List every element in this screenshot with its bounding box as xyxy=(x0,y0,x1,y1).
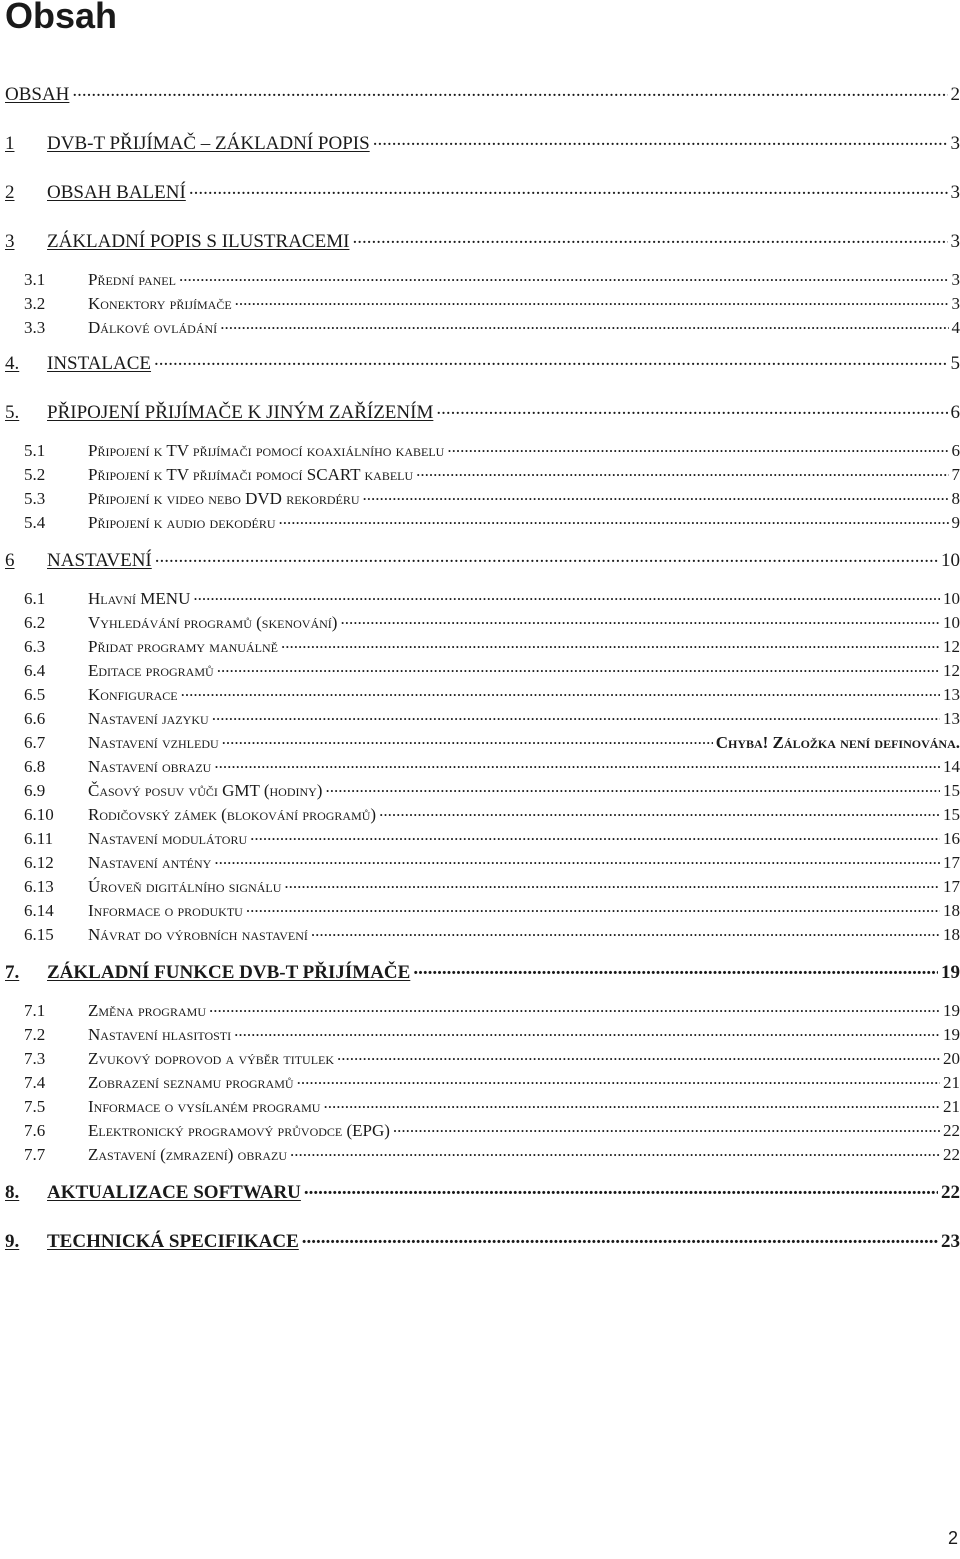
toc-entry-number: 6.4 xyxy=(24,661,46,680)
toc-dot-leader xyxy=(325,779,940,803)
toc-dot-leader xyxy=(340,611,940,635)
toc-dot-leader xyxy=(311,923,940,947)
toc-entry-page: 6 xyxy=(951,441,960,460)
toc-entry[interactable] xyxy=(24,803,960,827)
toc-entry-page: 2 xyxy=(950,84,960,105)
toc-entry-page: 3 xyxy=(950,231,960,252)
toc-entry[interactable] xyxy=(24,268,960,292)
toc-dot-leader xyxy=(279,511,949,535)
toc-entry-number: 5.3 xyxy=(24,489,46,508)
toc-entry-number: 6.15 xyxy=(24,925,54,944)
page-number: 2 xyxy=(947,1528,958,1548)
toc-dot-leader xyxy=(222,731,713,755)
toc-entry-page: 22 xyxy=(941,1182,960,1203)
toc-entry-page: Chyba! Záložka není definována. xyxy=(715,733,960,752)
toc-dot-leader xyxy=(193,587,940,611)
toc-entry[interactable] xyxy=(24,1047,960,1071)
toc-entry-page: 22 xyxy=(943,1145,960,1164)
toc-dot-leader xyxy=(189,181,948,205)
toc-entry-number: 1 xyxy=(5,133,15,154)
toc-entry[interactable] xyxy=(5,549,960,573)
toc-entry[interactable] xyxy=(24,899,960,923)
toc-entry-page: 16 xyxy=(943,829,960,848)
toc-entry-number: 6.14 xyxy=(24,901,54,920)
toc-entry-page: 13 xyxy=(943,685,960,704)
toc-dot-leader xyxy=(284,875,940,899)
toc-entry[interactable] xyxy=(24,779,960,803)
toc-dot-leader xyxy=(393,1119,940,1143)
toc-entry[interactable] xyxy=(24,511,960,535)
toc-entry-title: Změna programu xyxy=(88,1001,206,1020)
toc-entry[interactable] xyxy=(24,587,960,611)
toc-entry-number: 6.10 xyxy=(24,805,54,824)
toc-entry[interactable] xyxy=(5,1181,960,1205)
toc-entry[interactable] xyxy=(24,635,960,659)
toc-entry[interactable] xyxy=(5,961,960,985)
toc-entry-number: 7.5 xyxy=(24,1097,46,1116)
toc-entry-number: 7.7 xyxy=(24,1145,46,1164)
toc-entry-title: Elektronický programový průvodce (EPG) xyxy=(88,1121,390,1140)
toc-entry[interactable] xyxy=(24,1071,960,1095)
toc-entry[interactable] xyxy=(24,683,960,707)
toc-entry-number: 7.3 xyxy=(24,1049,46,1068)
toc-entry-number: 7.2 xyxy=(24,1025,46,1044)
toc-entry-title: PŘIPOJENÍ PŘIJÍMAČE K JINÝM ZAŘÍZENÍM xyxy=(47,402,434,423)
toc-entry[interactable] xyxy=(24,487,960,511)
toc-dot-leader xyxy=(72,83,947,107)
toc-dot-leader xyxy=(373,132,948,156)
toc-entry[interactable] xyxy=(24,316,960,340)
toc-entry[interactable] xyxy=(24,707,960,731)
toc-entry-number: 2 xyxy=(5,182,15,203)
toc-entry[interactable] xyxy=(5,230,960,254)
toc-entry[interactable] xyxy=(24,439,960,463)
toc-entry[interactable] xyxy=(24,611,960,635)
toc-entry-number: 7.1 xyxy=(24,1001,46,1020)
toc-entry[interactable] xyxy=(5,401,960,425)
toc-entry-title: Rodičovský zámek (blokování programů) xyxy=(88,805,377,824)
toc-entry-page: 3 xyxy=(951,294,960,313)
toc-dot-leader xyxy=(323,1095,940,1119)
toc-entry-page: 19 xyxy=(943,1025,960,1044)
toc-entry-title: Nastavení vzhledu xyxy=(88,733,219,752)
toc-entry-number: 6.8 xyxy=(24,757,46,776)
toc-entry-title: Zastavení (zmrazení) obrazu xyxy=(88,1145,288,1164)
toc-dot-leader xyxy=(179,268,949,292)
toc-dot-leader xyxy=(154,352,947,376)
toc-entry-number: OBSAH xyxy=(5,84,70,105)
toc-entry-title: Nastavení jazyku xyxy=(88,709,209,728)
toc-entry[interactable] xyxy=(24,731,960,755)
toc-entry-page: 3 xyxy=(950,182,960,203)
toc-entry-page: 19 xyxy=(941,962,960,983)
toc-entry-title: Zobrazení seznamu programů xyxy=(88,1073,294,1092)
toc-dot-leader xyxy=(436,401,947,425)
toc-dot-leader xyxy=(416,463,948,487)
toc-dot-leader xyxy=(302,1230,938,1254)
toc-entry[interactable] xyxy=(5,83,960,107)
toc-entry-number: 3.3 xyxy=(24,318,46,337)
toc-entry-number: 6 xyxy=(5,550,15,571)
toc-dot-leader xyxy=(181,683,940,707)
toc-entry-number: 6.9 xyxy=(24,781,46,800)
toc-entry-title: NASTAVENÍ xyxy=(47,550,152,571)
toc-dot-leader xyxy=(352,230,947,254)
toc-entry-page: 10 xyxy=(941,550,960,571)
toc-entry-page: 3 xyxy=(950,133,960,154)
toc-entry-page: 17 xyxy=(943,853,960,872)
toc-entry-page: 20 xyxy=(943,1049,960,1068)
toc-dot-leader xyxy=(212,707,940,731)
toc-entry-title: Dálkové ovládání xyxy=(88,318,218,337)
toc-entry-page: 22 xyxy=(943,1121,960,1140)
toc-entry-title: Nastavení hlasitosti xyxy=(88,1025,232,1044)
toc-entry-number: 6.12 xyxy=(24,853,54,872)
toc-entry[interactable] xyxy=(24,755,960,779)
toc-entry[interactable] xyxy=(5,352,960,376)
toc-entry-number: 7.6 xyxy=(24,1121,46,1140)
toc-entry-title: Editace programů xyxy=(88,661,214,680)
toc-entry-title: Úroveň digitálního signálu xyxy=(88,877,282,896)
toc-entry-title: Konfigurace xyxy=(88,685,178,704)
toc-dot-leader xyxy=(413,961,938,985)
toc-entry-number: 5.4 xyxy=(24,513,46,532)
toc-entry[interactable] xyxy=(24,923,960,947)
toc-entry-number: 9. xyxy=(5,1231,20,1252)
toc-entry[interactable] xyxy=(24,827,960,851)
toc-entry-page: 10 xyxy=(943,589,960,608)
toc-dot-leader xyxy=(246,899,940,923)
toc-entry-page: 21 xyxy=(943,1097,960,1116)
toc-entry-page: 3 xyxy=(951,270,960,289)
toc-entry-page: 23 xyxy=(941,1231,960,1252)
toc-entry-page: 18 xyxy=(943,925,960,944)
toc-entry-page: 8 xyxy=(951,489,960,508)
toc-dot-leader xyxy=(235,292,949,316)
toc-entry-page: 5 xyxy=(950,353,960,374)
toc-entry-number: 3 xyxy=(5,231,15,252)
toc-dot-leader xyxy=(379,803,940,827)
toc-dot-leader xyxy=(304,1181,938,1205)
toc-entry-title: Zvukový doprovod a výběr titulek xyxy=(88,1049,335,1068)
toc-entry[interactable] xyxy=(24,1119,960,1143)
toc-entry[interactable] xyxy=(24,875,960,899)
toc-entry-title: OBSAH BALENÍ xyxy=(47,182,186,203)
toc-entry-title: DVB-T PŘIJÍMAČ – ZÁKLADNÍ POPIS xyxy=(47,133,370,154)
toc-entry-page: 12 xyxy=(943,661,960,680)
toc-entry-title: Vyhledávání programů (skenování) xyxy=(88,613,338,632)
toc-entry-number: 5.2 xyxy=(24,465,46,484)
toc-dot-leader xyxy=(281,635,940,659)
toc-entry[interactable] xyxy=(24,1095,960,1119)
toc-entry-page: 18 xyxy=(943,901,960,920)
toc-dot-leader xyxy=(155,549,938,573)
toc-entry[interactable] xyxy=(5,1230,960,1254)
toc-entry-title: Časový posuv vůči GMT (hodiny) xyxy=(88,781,323,800)
toc-entry[interactable] xyxy=(5,132,960,156)
toc-entry-number: 6.7 xyxy=(24,733,46,752)
toc-dot-leader xyxy=(363,487,949,511)
toc-entry-number: 6.5 xyxy=(24,685,46,704)
toc-entry-page: 6 xyxy=(950,402,960,423)
toc-entry-page: 4 xyxy=(951,318,960,337)
toc-entry-number: 6.2 xyxy=(24,613,46,632)
toc-entry-title: Nastavení obrazu xyxy=(88,757,212,776)
toc-entry-number: 7.4 xyxy=(24,1073,46,1092)
toc-entry-title: Připojení k TV přijímači pomocí SCART kabelu xyxy=(88,465,414,484)
toc-entry-number: 6.1 xyxy=(24,589,46,608)
toc-entry[interactable] xyxy=(24,999,960,1023)
toc-entry-title: Konektory přijímače xyxy=(88,294,232,313)
toc-entry-number: 6.13 xyxy=(24,877,54,896)
toc-entry-title: Nastavení modulátoru xyxy=(88,829,248,848)
toc-entry-title: Přední panel xyxy=(88,270,176,289)
toc-entry-title: ZÁKLADNÍ POPIS S ILUSTRACEMI xyxy=(47,231,350,252)
toc-entry-page: 14 xyxy=(943,757,960,776)
toc-entry-number: 6.11 xyxy=(24,829,54,848)
toc-dot-leader xyxy=(214,755,940,779)
toc-entry-number: 4. xyxy=(5,353,20,374)
toc-entry[interactable] xyxy=(24,292,960,316)
toc-entry-title: Připojení k TV přijímači pomocí koaxiálního kabelu xyxy=(88,441,445,460)
toc-entry-number: 3.1 xyxy=(24,270,46,289)
toc-entry-page: 21 xyxy=(943,1073,960,1092)
toc-entry-page: 12 xyxy=(943,637,960,656)
toc-entry-title: INSTALACE xyxy=(47,353,152,374)
toc-dot-leader xyxy=(234,1023,940,1047)
toc-entry-page: 15 xyxy=(943,781,960,800)
toc-entry-page: 9 xyxy=(951,513,960,532)
toc-dot-leader xyxy=(250,827,940,851)
toc-entry[interactable] xyxy=(5,181,960,205)
toc-entry-number: 7. xyxy=(5,962,20,983)
toc-entry[interactable] xyxy=(24,659,960,683)
toc-entry[interactable] xyxy=(24,1023,960,1047)
toc-entry-page: 10 xyxy=(943,613,960,632)
toc-entry[interactable] xyxy=(24,851,960,875)
toc-entry-page: 13 xyxy=(943,709,960,728)
toc-entry-title: AKTUALIZACE SOFTWARU xyxy=(47,1182,301,1203)
toc-entry-title: Informace o vysílaném programu xyxy=(88,1097,321,1116)
toc-entry-title: ZÁKLADNÍ FUNKCE DVB-T PŘIJÍMAČE xyxy=(47,962,411,983)
toc-entry-page: 17 xyxy=(943,877,960,896)
toc-entry-title: Informace o produktu xyxy=(88,901,243,920)
toc-dot-leader xyxy=(220,316,948,340)
toc-dot-leader xyxy=(337,1047,940,1071)
toc-entry-title: Připojení k audio dekodéru xyxy=(88,513,276,532)
toc-entry-title: Přidat programy manuálně xyxy=(88,637,278,656)
toc-entry-number: 6.6 xyxy=(24,709,46,728)
toc-entry-title: Návrat do výrobních nastavení xyxy=(88,925,308,944)
toc-dot-leader xyxy=(447,439,948,463)
toc-entry-page: 7 xyxy=(951,465,960,484)
toc-dot-leader xyxy=(209,999,940,1023)
toc-dot-leader xyxy=(217,659,940,683)
toc-entry-page: 19 xyxy=(943,1001,960,1020)
toc-entry-title: Hlavní MENU xyxy=(88,589,191,608)
toc-entry-page: 15 xyxy=(943,805,960,824)
toc-dot-leader xyxy=(214,851,940,875)
toc-entry-number: 3.2 xyxy=(24,294,46,313)
toc-dot-leader xyxy=(297,1071,940,1095)
page-title: Obsah xyxy=(5,0,118,36)
toc-entry-title: TECHNICKÁ SPECIFIKACE xyxy=(47,1231,299,1252)
toc-entry[interactable] xyxy=(24,463,960,487)
toc-entry[interactable] xyxy=(24,1143,960,1167)
toc-entry-title: Nastavení antény xyxy=(88,853,212,872)
toc-entry-number: 6.3 xyxy=(24,637,46,656)
toc-entry-number: 5.1 xyxy=(24,441,46,460)
toc-entry-number: 5. xyxy=(5,402,20,423)
toc-dot-leader xyxy=(290,1143,940,1167)
toc-entry-title: Připojení k video nebo DVD rekordéru xyxy=(88,489,360,508)
toc-entry-number: 8. xyxy=(5,1182,20,1203)
